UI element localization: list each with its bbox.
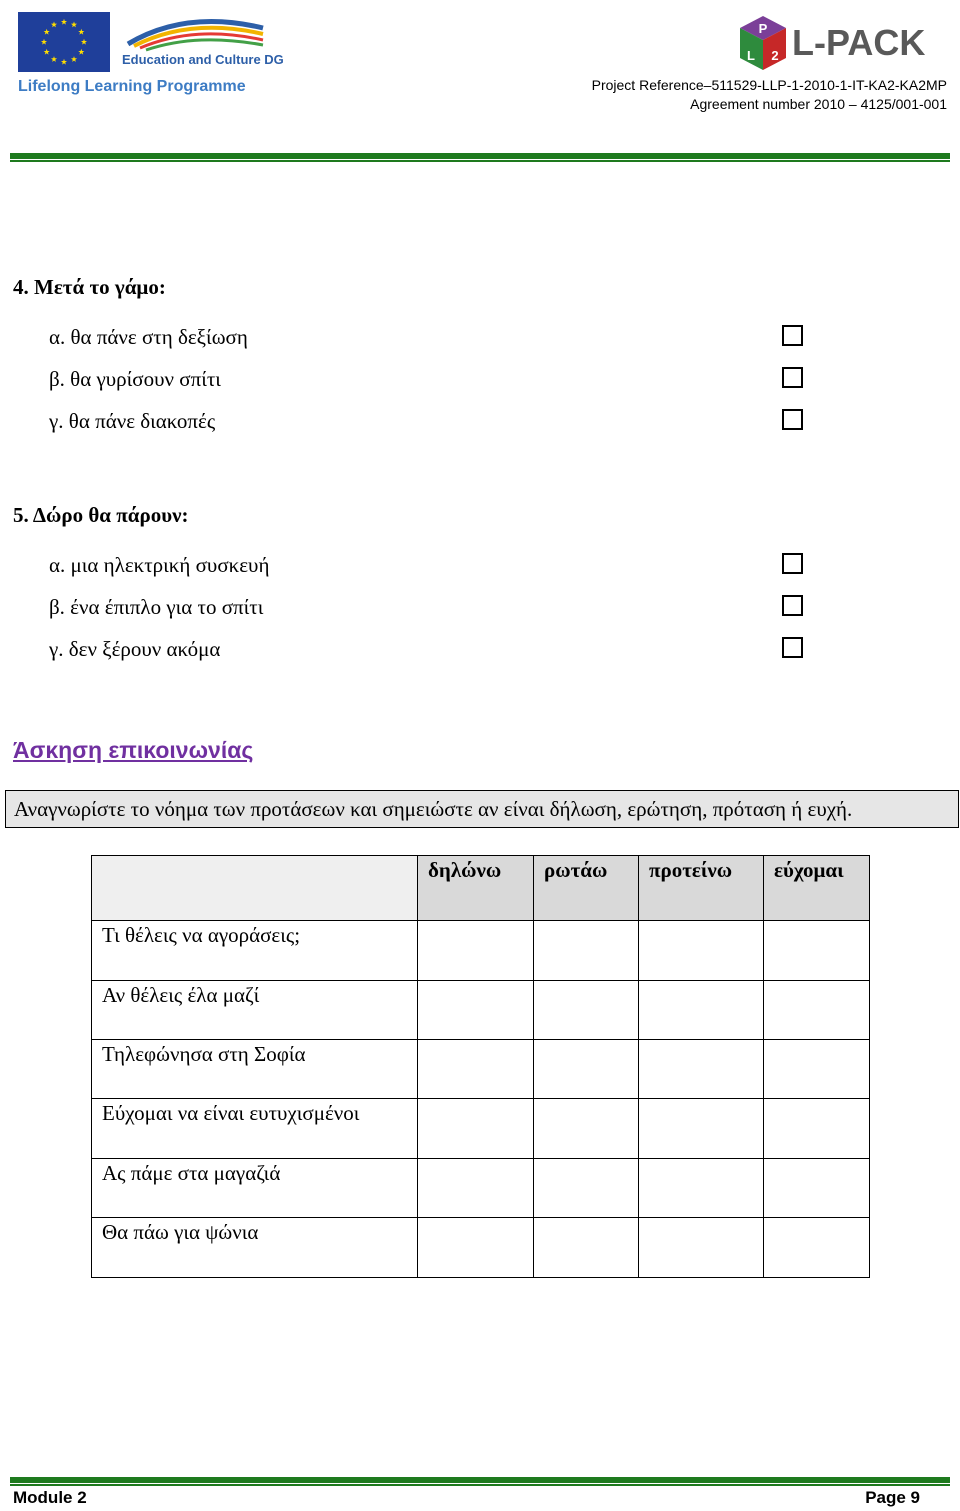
sentence-text: Τηλεφώνησα στη Σοφία [102, 1042, 306, 1066]
answer-cell[interactable] [639, 1159, 764, 1218]
sentence-text: Ας πάμε στα μαγαζιά [102, 1161, 281, 1185]
question-5-option-c: γ. δεν ξέρουν ακόμα [49, 637, 221, 661]
answer-cell[interactable] [418, 1218, 534, 1278]
question-5-option-b: β. ένα έπιπλο για το σπίτι [49, 595, 264, 619]
table-row-sentence [92, 1218, 418, 1278]
column-header-label: δηλώνω [428, 858, 502, 882]
answer-cell[interactable] [418, 1040, 534, 1099]
answer-cell[interactable] [418, 1159, 534, 1218]
table-row-sentence [92, 981, 418, 1040]
answer-cell[interactable] [764, 921, 870, 981]
answer-cell[interactable] [764, 981, 870, 1040]
answer-cell[interactable] [639, 921, 764, 981]
question-4-option-a: α. θα πάνε στη δεξίωση [49, 325, 248, 349]
column-header-label: προτείνω [649, 858, 733, 882]
question-5-option-a: α. μια ηλεκτρική συσκευή [49, 553, 270, 577]
answer-cell[interactable] [534, 921, 639, 981]
table-column-header [418, 856, 534, 921]
question-5-checkbox-b[interactable] [782, 595, 803, 616]
question-4-checkbox-b[interactable] [782, 367, 803, 388]
table-column-header [764, 856, 870, 921]
lpack-logo [732, 14, 942, 74]
education-culture-text: Education and Culture DG [122, 52, 284, 67]
answer-cell[interactable] [418, 1099, 534, 1159]
answer-cell[interactable] [764, 1040, 870, 1099]
question-5-checkbox-a[interactable] [782, 553, 803, 574]
answer-cell[interactable] [418, 921, 534, 981]
answer-cell[interactable] [639, 1040, 764, 1099]
cube-letter-l: L [747, 48, 755, 63]
answer-cell[interactable] [639, 1099, 764, 1159]
table-row-sentence [92, 1159, 418, 1218]
footer-divider [10, 1477, 950, 1483]
table-column-header [639, 856, 764, 921]
eu-lifelong-learning-logo [14, 8, 284, 100]
header-divider [10, 153, 950, 159]
answer-cell[interactable] [639, 981, 764, 1040]
answer-cell[interactable] [764, 1218, 870, 1278]
sentence-text: Τι θέλεις να αγοράσεις; [102, 923, 301, 947]
answer-cell[interactable] [418, 981, 534, 1040]
cube-letter-2: 2 [771, 48, 779, 63]
answer-cell[interactable] [764, 1099, 870, 1159]
table-row-sentence [92, 1040, 418, 1099]
column-header-label: εύχομαι [774, 858, 844, 882]
table-header-corner [92, 856, 418, 921]
eu-flag-icon [18, 12, 110, 72]
answer-cell[interactable] [534, 1218, 639, 1278]
answer-cell[interactable] [534, 1159, 639, 1218]
question-5-checkbox-c[interactable] [782, 637, 803, 658]
instruction-text: Αναγνωρίστε το νόημα των προτάσεων και σημειώστε αν είναι δήλωση, ερώτηση, πρόταση ή ευχή. [14, 797, 853, 821]
sentence-text: Θα πάω για ψώνια [102, 1220, 259, 1244]
agreement-number: Agreement number 2010 – 4125/001-001 [690, 96, 947, 112]
sentence-text: Αν θέλεις έλα μαζί [102, 983, 260, 1007]
question-4-checkbox-a[interactable] [782, 325, 803, 346]
question-4-title: 4. Μετά το γάμο: [13, 275, 166, 299]
classification-table [91, 855, 870, 1278]
sentence-text: Εύχομαι να είναι ευτυχισμένοι [102, 1101, 360, 1125]
answer-cell[interactable] [639, 1218, 764, 1278]
lpack-title: L-PACK [792, 22, 926, 63]
table-row-sentence [92, 921, 418, 981]
question-4-option-b: β. θα γυρίσουν σπίτι [49, 367, 221, 391]
project-reference: Project Reference–511529-LLP-1-2010-1-IT-KA2-KA2MP [591, 77, 947, 93]
column-header-label: ρωτάω [544, 858, 608, 882]
instruction-box [5, 790, 959, 828]
table-row-sentence [92, 1099, 418, 1159]
table-column-header [534, 856, 639, 921]
question-4-option-c: γ. θα πάνε διακοπές [49, 409, 216, 433]
answer-cell[interactable] [534, 1040, 639, 1099]
cube-letter-p: P [758, 21, 768, 36]
answer-cell[interactable] [764, 1159, 870, 1218]
question-4-checkbox-c[interactable] [782, 409, 803, 430]
footer-module: Module 2 [13, 1488, 87, 1507]
answer-cell[interactable] [534, 1099, 639, 1159]
question-5-title: 5. Δώρο θα πάρουν: [13, 503, 189, 527]
footer-page-number: Page 9 [865, 1488, 920, 1507]
exercise-title: Άσκηση επικοινωνίας [13, 737, 254, 763]
lifelong-learning-text: Lifelong Learning Programme [18, 78, 246, 95]
lpack-cube-icon [736, 14, 790, 72]
answer-cell[interactable] [534, 981, 639, 1040]
